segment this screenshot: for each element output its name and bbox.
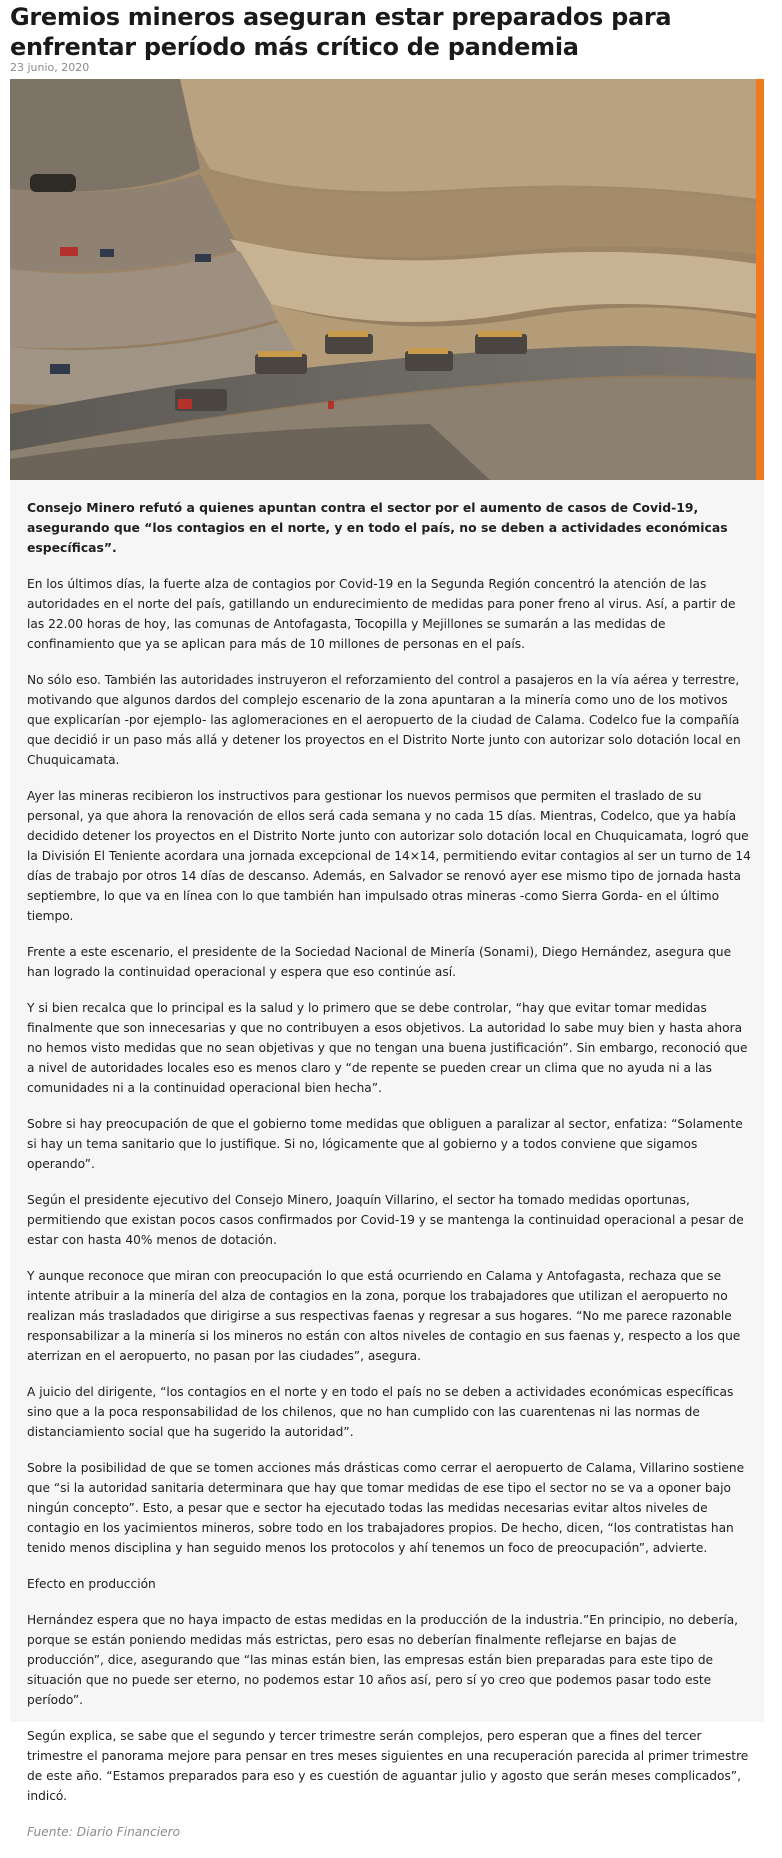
paragraph: Y si bien recalca que lo principal es la salud y lo primero que se debe controlar, “hay que evitar tomar medidas finalmente que son innecesarias y que no contribuyen a esos objetivos. La autoridad lo sabe muy bien y hasta ahora no hemos visto medidas que no sean objetivas y que no tengan una buena justificación”. Sin embargo, reconoció que a nivel de autoridades locales eso es menos claro y “de repente se pueden crear un clima que no ayuda ni a las comunidades ni a la continuidad operacional bien hecha”. [27,1001,748,1095]
paragraph: Frente a este escenario, el presidente de la Sociedad Nacional de Minería (Sonami), Diego Hernández, asegura que han logrado la continuidad operacional y espera que eso continúe así. [27,945,732,979]
hero-mine-photo [10,79,758,480]
paragraph: Según el presidente ejecutivo del Consejo Minero, Joaquín Villarino, el sector ha tomado medidas oportunas, permitiendo que existan pocos casos confirmados por Covid-19 y se mantenga la continuidad operacional a pesar de estar con hasta 40% menos de dotación. [27,1193,744,1247]
paragraph: Hernández espera que no haya impacto de estas medidas en la producción de la industria.”En principio, no debería, porque se están poniendo medidas más estrictas, pero esas no deberían finalmente reflejarse en bajas de producción”, dice, asegurando que “las minas están bien, las empresas están bien preparadas para este tipo de situación que no puede ser eterno, no podemos estar 10 años así, pero sí yo creo que podemos pasar todo este período”. [27,1613,739,1707]
article-date: 23 junio, 2020 [10,61,90,74]
article-body [10,480,764,1839]
paragraph: A juicio del dirigente, “los contagios en el norte y en todo el país no se deben a actividades económicas específicas sino que a la poca responsabilidad de los chilenos, que no han cumplido con las cuarentenas ni las normas de distanciamiento social que ha sugerido la autoridad”. [27,1385,734,1439]
paragraph: Sobre si hay preocupación de que el gobierno tome medidas que obliguen a paralizar al sector, enfatiza: “Solamente si hay un tema sanitario que lo justifique. Si no, lógicamente que al gobierno y a todos conviene que sigamos operando”. [27,1117,743,1171]
article-lead: Consejo Minero refutó a quienes apuntan contra el sector por el aumento de casos de Covid-19, asegurando que “los contagios en el norte, y en todo el país, no se deben a actividades económicas específicas”. [27,500,728,555]
paragraph: No sólo eso. También las autoridades instruyeron el reforzamiento del control a pasajeros en la vía aérea y terrestre, motivando que algunos dardos del complejo escenario de la zona apuntaran a la minería como uno de los motivos que explicarían -por ejemplo- las aglomeraciones en el aeropuerto de la ciudad de Calama. Codelco fue la compañía que decidió ir un paso más allá y detener los proyectos en el Distrito Norte junto con autorizar solo dotación local en Chuquicamata. [27,673,741,767]
paragraph: En los últimos días, la fuerte alza de contagios por Covid-19 en la Segunda Región concentró la atención de las autoridades en el norte del país, gatillando un endurecimiento de medidas para poner freno al virus. Así, a partir de las 22.00 horas de hoy, las comunas de Antofagasta, Tocopilla y Mejillones se sumarán a las medidas de confinamiento que ya se aplican para más de 10 millones de personas en el país. [27,577,736,651]
article-source: Fuente: Diario Financiero [27,1825,181,1839]
section-subheading: Efecto en producción [27,1577,156,1591]
article-title: Gremios mineros aseguran estar preparados para enfrentar período más crítico de pandemia [10,3,672,61]
paragraph: Y aunque reconoce que miran con preocupación lo que está ocurriendo en Calama y Antofagasta, rechaza que se intente atribuir a la minería del alza de contagios en la zona, porque los trabajadores que utilizan el aeropuerto no realizan más trasladados que dirigirse a sus respectivas faenas y regresar a sus hogares. “No me parece razonable responsabilizar a la minería si los mineros no están con altos niveles de contagio en sus faenas y, respecto a los que aterrizan en el aeropuerto, no pasan por las ciudades”, asegura. [27,1269,741,1363]
paragraph: Sobre la posibilidad de que se tomen acciones más drásticas como cerrar el aeropuerto de Calama, Villarino sostiene que “si la autoridad sanitaria determinara que hay que tomar medidas de ese tipo el sector no se va a oponer bajo ningún concepto”. Esto, a pesar que e sector ha ejecutado todas las medidas necesarias evitar altos niveles de contagio en los yacimientos mineros, sobre todo en los trabajadores propios. De hecho, dicen, “los contratistas han tenido menos disciplina y han seguido menos los protocolos y ahí tenemos un foco de preocupación”, advierte. [27,1461,745,1555]
paragraph: Ayer las mineras recibieron los instructivos para gestionar los nuevos permisos que permiten el traslado de su personal, ya que ahora la renovación de ellos será cada semana y no cada 15 días. Mientras, Codelco, que ya había decidido detener los proyectos en el Distrito Norte junto con autorizar solo dotación local en Chuquicamata, logró que la División El Teniente acordara una jornada excepcional de 14×14, permitiendo evitar contagios al ser un turno de 14 días de trabajo por otros 14 días de descanso. Además, en Salvador se renovó ayer ese mismo tipo de jornada hasta septiembre, lo que va en línea con lo que también han impulsado otras mineras -como Sierra Gorda- en el último tiempo. [27,789,751,923]
paragraph: Según explica, se sabe que el segundo y tercer trimestre serán complejos, pero esperan que a fines del tercer trimestre el panorama mejore para pensar en tres meses siguientes en una recuperación parecida al primer trimestre de este año. “Estamos preparados para eso y es cuestión de aguantar julio y agosto que serán meses complicados”, indicó. [27,1729,749,1803]
hero-accent-bar [756,79,764,480]
